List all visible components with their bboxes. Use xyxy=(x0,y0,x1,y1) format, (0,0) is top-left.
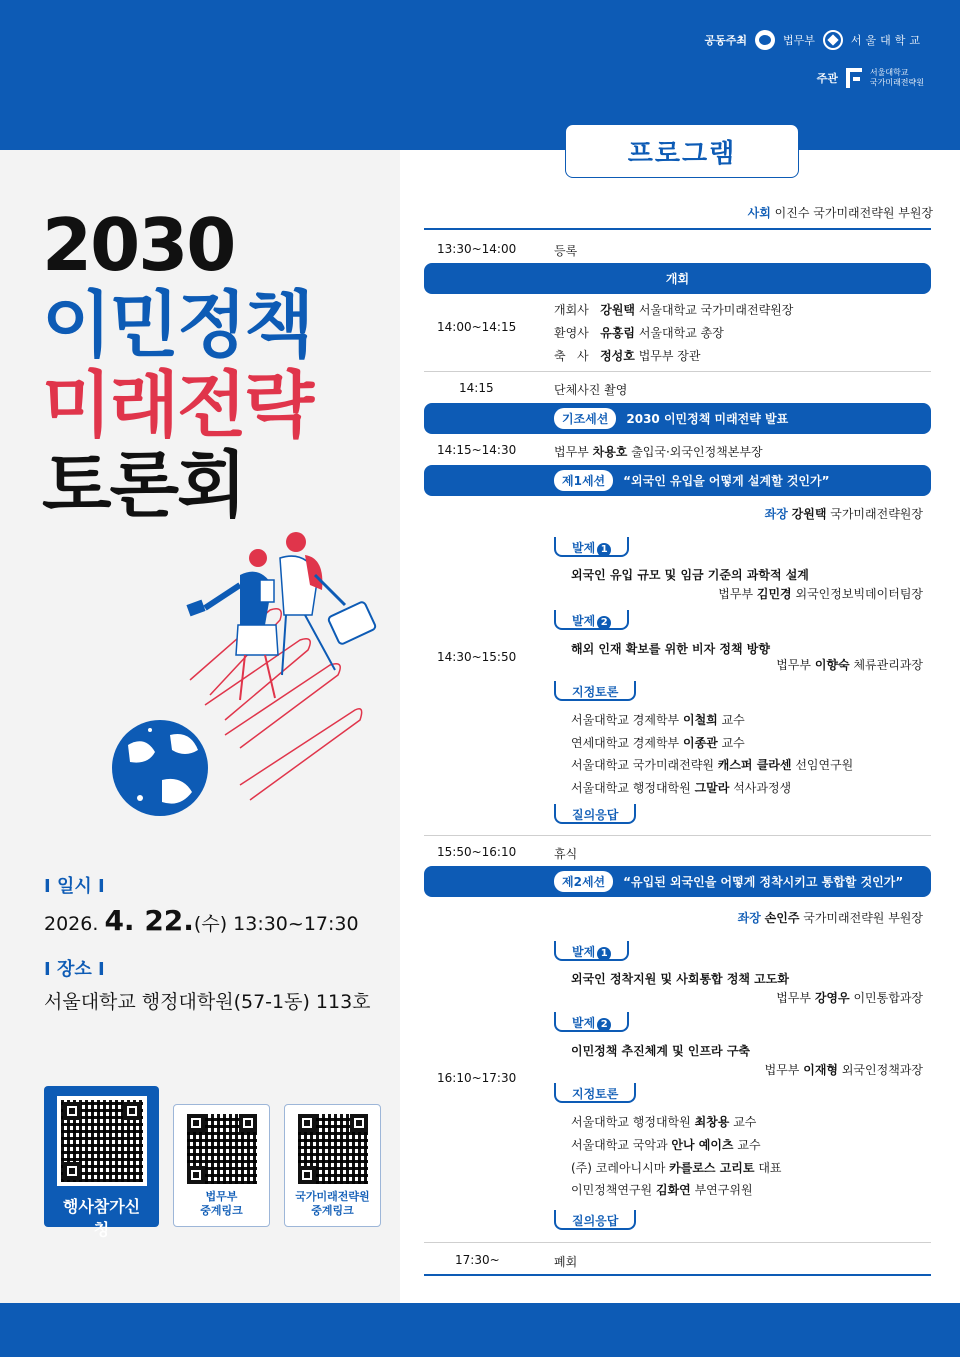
discussant-org: 연세대학교 경제학부 xyxy=(571,736,680,750)
photo-time: 14:15 xyxy=(459,381,494,395)
organizer-line1: 서울대학교 xyxy=(869,68,909,77)
presentation-tag xyxy=(554,537,629,557)
divider xyxy=(424,228,931,230)
chair-pos: 국가미래전략원 부원장 xyxy=(803,911,923,925)
speaker-org: 법무부 xyxy=(764,1063,800,1077)
s2-p2-speaker xyxy=(765,1061,923,1078)
session1-title: “외국인 유입을 어떻게 설계할 것인가” xyxy=(623,474,830,488)
number-2-icon: 2 xyxy=(597,1018,611,1032)
mc-line xyxy=(748,204,933,221)
presentation-tag xyxy=(554,610,629,630)
s1-p1-title: 외국인 유입 규모 및 임금 기준의 과학적 설계 xyxy=(571,568,809,582)
divider xyxy=(424,371,931,372)
discussant-pos: 교수 xyxy=(737,1138,761,1152)
registration-time: 13:30~14:00 xyxy=(437,242,517,256)
title-line-2: 이민정책 xyxy=(42,283,313,367)
date-value xyxy=(44,904,371,937)
ifs-stream-line2: 중계링크 xyxy=(311,1204,354,1217)
session2-bar xyxy=(424,866,931,897)
s1-discussant-4 xyxy=(571,779,791,796)
travelers-globe-illustration xyxy=(100,530,400,830)
date-year: 2026. xyxy=(44,913,99,935)
opening-role: 환영사 xyxy=(554,326,589,340)
discussion-tag: 지정토론 xyxy=(554,1083,636,1103)
place-label: I 장소 I xyxy=(44,959,105,980)
s1-p1-speaker xyxy=(718,585,923,602)
mc-label: 사회 xyxy=(747,206,771,220)
divider xyxy=(424,1274,931,1276)
registration-qr[interactable] xyxy=(44,1086,159,1239)
presentation-label: 발제 xyxy=(572,541,596,555)
break-time: 15:50~16:10 xyxy=(437,845,517,859)
discussant-org: 서울대학교 경제학부 xyxy=(571,713,680,727)
keynote-name: 차용호 xyxy=(592,445,628,459)
discussant-name: 안나 예이츠 xyxy=(671,1138,734,1152)
keynote-org: 법무부 xyxy=(554,445,589,459)
opening-name: 유홍림 xyxy=(600,326,636,340)
moj-stream-line1: 법무부 xyxy=(205,1190,238,1203)
s2-p1-title: 외국인 정착지원 및 사회통합 정책 고도화 xyxy=(571,972,789,986)
opening-role: 축 사 xyxy=(554,349,589,363)
discussant-org: 서울대학교 행정대학원 xyxy=(571,1115,691,1129)
cohost-row xyxy=(704,28,924,52)
keynote-speaker xyxy=(554,443,763,460)
session1-bar xyxy=(424,465,931,496)
opening-name: 강원택 xyxy=(600,303,636,317)
presentation-tag xyxy=(554,941,629,961)
keynote-title: 2030 이민정책 미래전략 발표 xyxy=(626,412,789,426)
opening-item-2 xyxy=(554,324,724,341)
s2-discussant-3 xyxy=(571,1159,782,1176)
number-1-icon: 1 xyxy=(597,543,611,557)
speaker-org: 법무부 xyxy=(776,991,811,1005)
discussant-org: (주) 코레아니시마 xyxy=(571,1161,666,1175)
s1-discussant-1 xyxy=(571,711,745,728)
presentation-tag xyxy=(554,1012,629,1032)
qr-code-icon[interactable] xyxy=(298,1114,368,1184)
session2-title: “유입된 외국인을 어떻게 정착시키고 통합할 것인가” xyxy=(623,875,904,889)
event-title xyxy=(42,205,312,525)
discussant-org: 서울대학교 행정대학원 xyxy=(571,781,691,795)
speaker-pos: 외국인정책과장 xyxy=(841,1063,923,1077)
moj-emblem-icon xyxy=(755,30,775,50)
footer-band xyxy=(0,1303,960,1357)
speaker-pos: 체류관리과장 xyxy=(853,658,923,672)
discussant-name: 이종관 xyxy=(682,736,718,750)
globe-icon xyxy=(112,720,208,816)
presentation-label: 발제 xyxy=(572,614,596,628)
chair-name: 강원택 xyxy=(791,507,827,521)
discussant-name: 캐스퍼 클라센 xyxy=(717,758,792,772)
divider xyxy=(424,1242,931,1243)
qa-tag: 질의응답 xyxy=(554,1210,636,1230)
opening-bar: 개회 xyxy=(424,263,931,294)
s1-p2-title: 해외 인재 확보를 위한 비자 정책 방향 xyxy=(571,642,770,656)
break-item: 휴식 xyxy=(554,847,578,861)
s2-discussant-1 xyxy=(571,1113,756,1130)
qr-code-icon[interactable] xyxy=(187,1114,257,1184)
session2-tag: 제2세션 xyxy=(554,871,613,892)
title-line-4: 토론회 xyxy=(42,443,245,527)
title-line-1: 2030 xyxy=(42,203,235,287)
organizer-label: 주관 xyxy=(816,72,838,85)
s2-discussant-2 xyxy=(571,1136,761,1153)
ifs-stream-qr[interactable] xyxy=(284,1104,381,1227)
registration-item: 등록 xyxy=(554,244,578,258)
registration-label: 행사참가신청 xyxy=(62,1197,141,1239)
briefcase-icon xyxy=(328,601,377,645)
s1-discussant-2 xyxy=(571,734,745,751)
session2-chair xyxy=(738,909,923,926)
speaker-name: 강영우 xyxy=(814,991,850,1005)
discussion-tag: 지정토론 xyxy=(554,681,636,701)
discussant-name: 김화연 xyxy=(655,1183,691,1197)
session1-tag: 제1세션 xyxy=(554,470,613,491)
s2-p2-title: 이민정책 추진체계 및 인프라 구축 xyxy=(571,1044,751,1058)
session2-time: 16:10~17:30 xyxy=(437,1071,517,1085)
discussant-org: 서울대학교 국가미래전략원 xyxy=(571,758,714,772)
presentation-label: 발제 xyxy=(572,945,596,959)
event-info xyxy=(44,872,371,1032)
discussant-name: 이철희 xyxy=(682,713,718,727)
discussant-pos: 교수 xyxy=(721,713,745,727)
opening-item-3 xyxy=(554,347,700,364)
organizer-name xyxy=(870,68,924,88)
qr-codes xyxy=(44,1086,381,1239)
discussant-org: 이민정책연구원 xyxy=(571,1183,653,1197)
presentation-label: 발제 xyxy=(572,1016,596,1030)
date-day: 4. 22. xyxy=(104,904,194,937)
discussant-pos: 대표 xyxy=(758,1161,782,1175)
place-value: 서울대학교 행정대학원(57-1동) 113호 xyxy=(44,991,371,1013)
discussant-name: 그말라 xyxy=(694,781,730,795)
qr-code-icon[interactable] xyxy=(57,1096,147,1186)
discussant-pos: 교수 xyxy=(721,736,745,750)
discussant-org: 서울대학교 국악과 xyxy=(571,1138,668,1152)
opening-org: 법무부 장관 xyxy=(638,349,701,363)
chair-label: 좌장 xyxy=(764,507,788,521)
opening-item-1 xyxy=(554,301,793,318)
date-label: I 일시 I xyxy=(44,876,105,897)
hosts xyxy=(704,28,924,104)
session1-chair xyxy=(765,505,923,522)
discussant-pos: 교수 xyxy=(733,1115,757,1129)
s1-p2-speaker xyxy=(776,656,923,673)
speaker-pos: 외국인정보빅데이터팀장 xyxy=(795,587,923,601)
organizer-row xyxy=(704,66,924,90)
cohost-moj: 법무부 xyxy=(782,34,815,47)
opening-org: 서울대학교 국가미래전략원장 xyxy=(638,303,794,317)
chair-name: 손인주 xyxy=(764,911,800,925)
keynote-time: 14:15~14:30 xyxy=(437,443,517,457)
chair-pos: 국가미래전략원장 xyxy=(830,507,923,521)
session1-time: 14:30~15:50 xyxy=(437,650,517,664)
speaker-org: 법무부 xyxy=(718,587,754,601)
closing-time: 17:30~ xyxy=(455,1253,500,1267)
discussant-name: 카를로스 고리토 xyxy=(669,1161,755,1175)
opening-role: 개회사 xyxy=(554,303,589,317)
speaker-pos: 이민통합과장 xyxy=(853,991,923,1005)
speaker-name: 이향숙 xyxy=(814,658,850,672)
moj-stream-line2: 중계링크 xyxy=(200,1204,243,1217)
mc-name: 이진수 국가미래전략원 부원장 xyxy=(774,206,933,220)
speaker-org: 법무부 xyxy=(776,658,811,672)
cohost-label: 공동주최 xyxy=(704,34,747,47)
keynote-bar xyxy=(424,403,931,434)
snu-seal-icon xyxy=(823,30,843,50)
opening-name: 정성호 xyxy=(600,349,635,363)
s2-p1-speaker xyxy=(776,989,923,1006)
ifs-stream-line1: 국가미래전략원 xyxy=(295,1190,370,1203)
opening-time: 14:00~14:15 xyxy=(437,320,517,334)
cohost-snu: 서울대학교 xyxy=(850,34,924,47)
moj-stream-qr[interactable] xyxy=(173,1104,270,1227)
discussant-pos: 석사과정생 xyxy=(733,781,792,795)
organizer-line2: 국가미래전략원 xyxy=(869,78,924,87)
keynote-tag: 기조세션 xyxy=(554,408,616,429)
closing-item: 폐회 xyxy=(554,1255,578,1269)
s1-discussant-3 xyxy=(571,756,853,773)
discussant-name: 최창용 xyxy=(694,1115,730,1129)
s2-discussant-4 xyxy=(571,1181,753,1198)
number-1-icon: 1 xyxy=(597,947,611,961)
keynote-pos: 출입국·외국인정책본부장 xyxy=(631,445,763,459)
discussant-pos: 부연구위원 xyxy=(694,1183,753,1197)
chair-label: 좌장 xyxy=(737,911,761,925)
qa-tag: 질의응답 xyxy=(554,804,636,824)
speaker-name: 김민경 xyxy=(756,587,792,601)
discussant-pos: 선임연구원 xyxy=(795,758,854,772)
date-time: (수) 13:30~17:30 xyxy=(193,913,359,935)
number-2-icon: 2 xyxy=(597,616,611,630)
ifs-logo-icon xyxy=(846,68,862,88)
program-heading: 프로그램 xyxy=(565,124,799,178)
title-line-3: 미래전략 xyxy=(42,363,313,447)
opening-org: 서울대학교 총장 xyxy=(638,326,724,340)
speaker-name: 이재형 xyxy=(803,1063,839,1077)
divider xyxy=(424,835,931,836)
photo-item: 단체사진 촬영 xyxy=(554,383,628,397)
